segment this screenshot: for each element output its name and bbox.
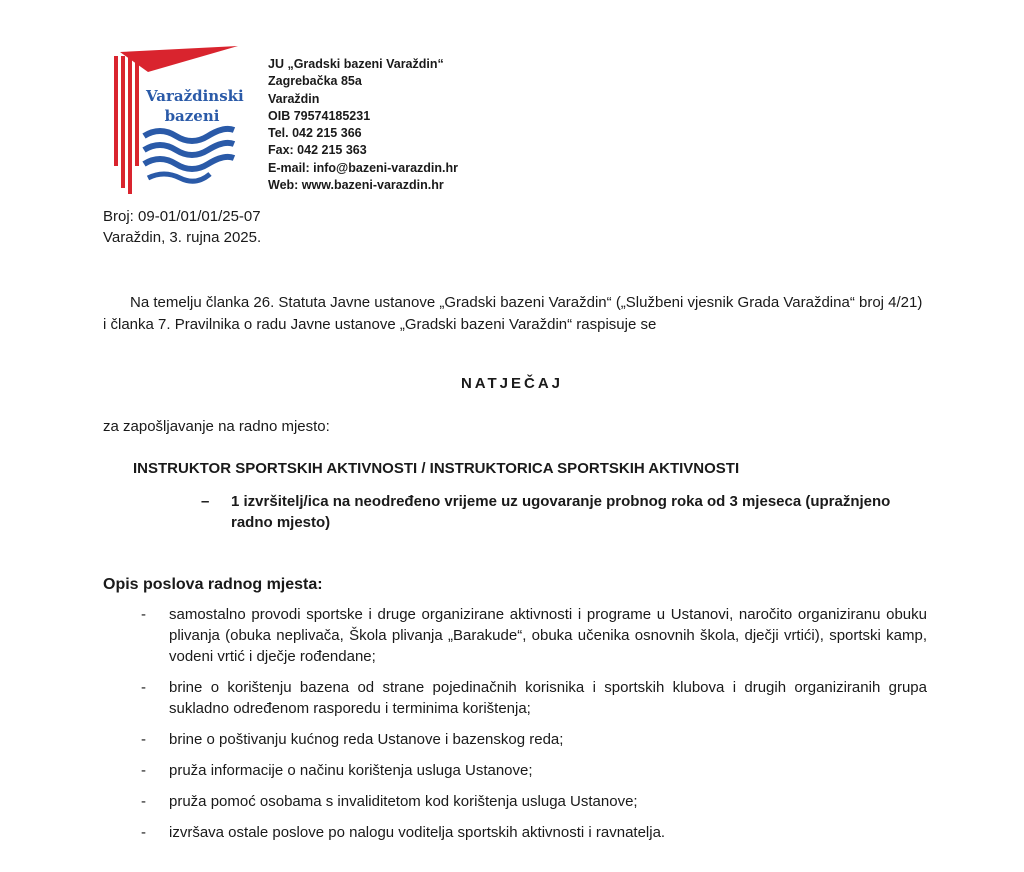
document-reference	[103, 206, 261, 248]
place-and-date: Varaždin, 3. rujna 2025.	[103, 229, 262, 246]
list-item	[103, 760, 927, 781]
duty-text: pruža pomoć osobama s invaliditetom kod korištenja usluga Ustanove;	[169, 793, 638, 810]
reference-number: Broj: 09-01/01/01/25-07	[103, 208, 261, 225]
list-item	[103, 677, 927, 719]
position-detail	[201, 491, 931, 533]
org-web: Web: www.bazeni-varazdin.hr	[268, 178, 444, 193]
duty-text: samostalno provodi sportske i druge organizirane aktivnosti i programe u Ustanovi, naročito organiziranu obuku plivanja (obuka neplivača, Škola plivanja „Barakude“, obuka učenika osnovnih škola, dječji vrtići), sportski kamp, vodeni vrtić i dječje rođendane;	[169, 606, 927, 665]
duty-text: izvršava ostale poslove po nalogu voditelja sportskih aktivnosti i ravnatelja.	[169, 824, 666, 841]
org-name: JU „Gradski bazeni Varaždin“	[268, 57, 444, 71]
dash-marker: –	[201, 493, 210, 510]
list-item	[103, 604, 927, 667]
subheading: za zapošljavanje na radno mjesto:	[103, 418, 330, 435]
bullet-marker: -	[141, 824, 146, 841]
bullet-marker: -	[141, 793, 146, 810]
position-detail-text: 1 izvršitelj/ica na neodređeno vrijeme uz ugovaranje probnog roka od 3 mjeseca (upražnjeno radno mjesto)	[231, 493, 891, 531]
org-city: Varaždin	[268, 91, 320, 106]
org-oib: OIB 79574185231	[268, 108, 371, 123]
list-item	[103, 729, 927, 750]
logo-text-line1: Varaždinski	[146, 87, 244, 105]
organization-header	[268, 56, 458, 194]
logo-wordmark	[146, 86, 244, 126]
logo-text-line2: bazeni	[164, 107, 220, 125]
list-item	[103, 822, 927, 843]
org-street: Zagrebačka 85a	[268, 74, 362, 89]
bullet-marker: -	[141, 762, 146, 779]
org-email: E-mail: info@bazeni-varazdin.hr	[268, 160, 458, 175]
duty-text: brine o poštivanju kućnog reda Ustanove i bazenskog reda;	[169, 731, 564, 748]
list-item	[103, 791, 927, 812]
intro-paragraph: Na temelju članka 26. Statuta Javne ustanove „Gradski bazeni Varaždin“ („Službeni vjesnik Grada Varaždina“ broj 4/21) i članka 7. Pravilnika o radu Javne ustanove „Gradski bazeni Varaždin“ raspisuje se	[103, 294, 923, 333]
duties-list	[103, 604, 927, 853]
position-title: INSTRUKTOR SPORTSKIH AKTIVNOSTI / INSTRUKTORICA SPORTSKIH AKTIVNOSTI	[133, 460, 740, 477]
org-fax: Fax: 042 215 363	[268, 143, 367, 158]
bullet-marker: -	[141, 679, 146, 696]
duty-text: brine o korištenju bazena od strane pojedinačnih korisnika i sportskih klubova i drugih organiziranih grupa sukladno određenom rasporedu i terminima korištenja;	[169, 679, 927, 717]
bullet-marker: -	[141, 731, 146, 748]
bullet-marker: -	[141, 606, 146, 623]
duty-text: pruža informacije o načinu korištenja usluga Ustanove;	[169, 762, 533, 779]
document-heading: NATJEČAJ	[460, 375, 564, 392]
duties-title: Opis poslova radnog mjesta:	[103, 576, 323, 593]
org-tel: Tel. 042 215 366	[268, 126, 362, 141]
